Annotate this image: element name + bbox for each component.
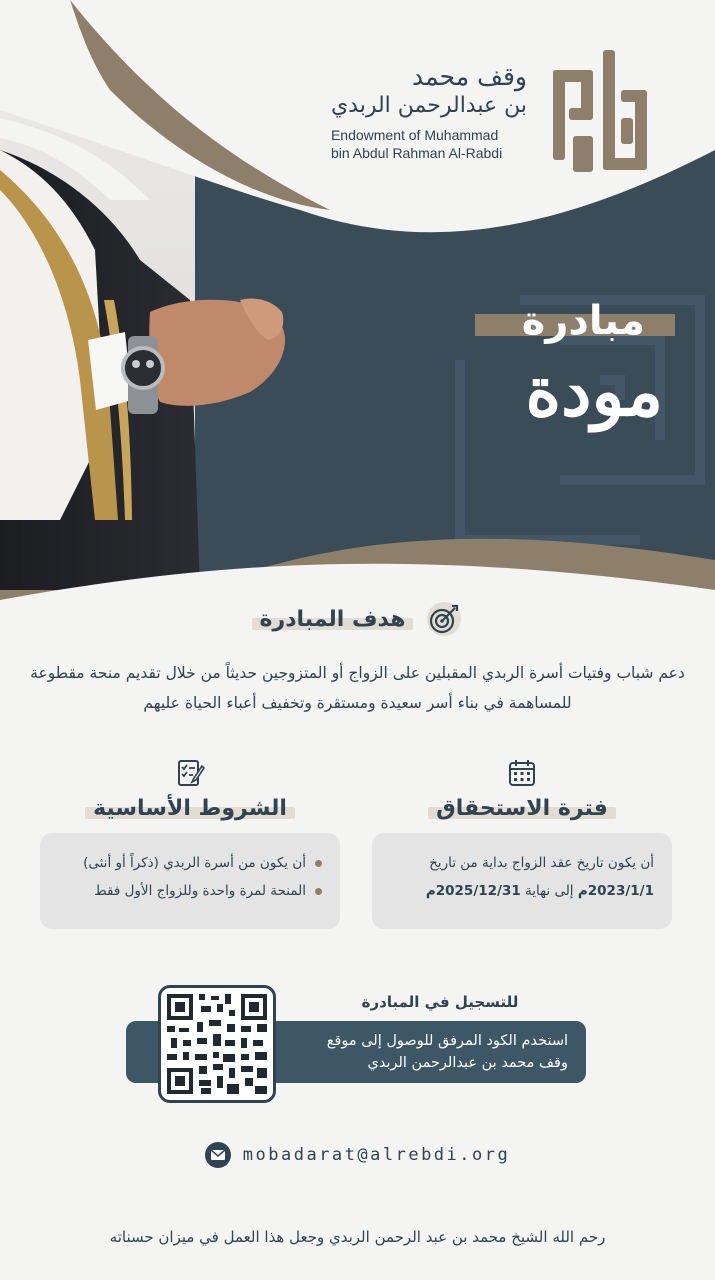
title-main: مودة [525,352,663,432]
conditions-list [58,849,322,905]
eligibility-dates [390,877,654,905]
eligibility-section [372,758,672,821]
logo-english-line1: Endowment of Muhammad [330,127,499,143]
calendar-icon [507,758,537,788]
goal-description: دعم شباب وفتيات أسرة الربدي المقبلين على الزواج أو المتزوجين حديثاً من خلال تقديم منحة مقطوعة للمساهمة في بناء أسر سعيدة ومستقرة وتخفيف أعباء الحياة عليهم [30,664,685,712]
condition-item: أن يكون من أسرة الربدي (ذكراً أو أنثى) [58,849,322,877]
kufic-square-logo-icon [543,40,655,190]
logo-arabic-line2: بن عبدالرحمن الربدي [330,93,527,118]
logo-english-line2: bin Abdul Rahman Al-Rabdi [330,145,503,161]
eligibility-line1: أن يكون تاريخ عقد الزواج بداية من تاريخ [429,855,654,871]
qr-code-icon [167,994,267,1094]
logo-arabic-line1: وقف محمد [412,62,527,91]
endowment-logo [325,40,655,200]
conditions-section [40,758,340,821]
eligibility-title: فترة الاستحقاق [428,796,616,821]
title-small: مبادرة [521,298,645,344]
contact-email[interactable]: mobadarat@alrebdi.org [242,1145,511,1165]
initiative-title [375,292,675,452]
eligibility-end-date: 2025/12/31م [425,883,521,899]
condition-item: المنحة لمرة واحدة وللزواج الأول فقط [58,877,322,905]
qr-code[interactable] [158,985,276,1103]
eligibility-card [372,833,672,929]
eligibility-start-date: 2023/1/1م [577,883,654,899]
registration-section [120,985,600,1105]
footer-dedication: رحم الله الشيخ محمد بن عبد الرحمن الربدي وجعل هذا العمل في ميزان حسناته [109,1228,606,1246]
registration-title: للتسجيل في المبادرة [361,993,519,1011]
registration-line2: وقف محمد بن عبدالرحمن الربدي [367,1055,568,1071]
goal-title: هدف المبادرة [252,607,414,632]
mail-icon [205,1142,231,1168]
eligibility-to-label: إلى نهاية [525,883,574,899]
checklist-icon [175,758,205,788]
conditions-card [40,833,340,929]
conditions-title: الشروط الأساسية [85,796,295,821]
goal-heading [0,600,715,638]
registration-line1: استخدم الكود المرفق للوصول إلى موقع [326,1033,568,1049]
logo-text [331,62,527,162]
contact-email-row [0,1142,715,1168]
target-icon [425,600,463,638]
